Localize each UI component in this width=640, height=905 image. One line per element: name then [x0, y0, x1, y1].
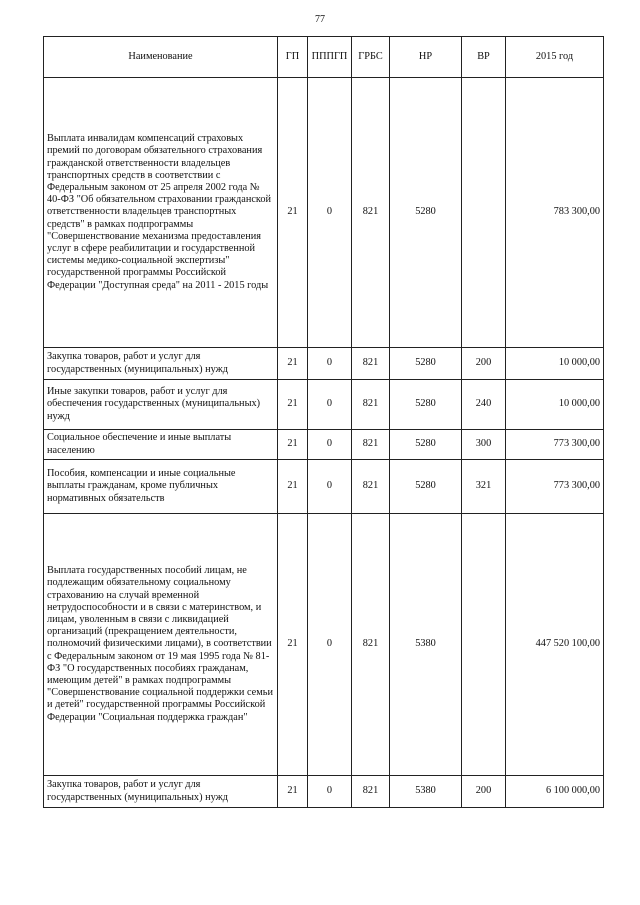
row-vr: 200	[462, 776, 506, 808]
header-nr: НР	[390, 37, 462, 78]
row-ppgp: 0	[308, 78, 352, 348]
row-ppgp: 0	[308, 348, 352, 380]
header-name: Наименование	[44, 37, 278, 78]
header-gp: ГП	[278, 37, 308, 78]
row-ppgp: 0	[308, 514, 352, 776]
row-gp: 21	[278, 514, 308, 776]
row-amount: 447 520 100,00	[506, 514, 604, 776]
row-gp: 21	[278, 348, 308, 380]
row-name: Социальное обеспечение и иные выплаты населению	[44, 430, 278, 460]
row-amount: 783 300,00	[506, 78, 604, 348]
row-amount: 10 000,00	[506, 380, 604, 430]
header-ppgp: ПППГП	[308, 37, 352, 78]
row-amount: 10 000,00	[506, 348, 604, 380]
row-nr: 5280	[390, 348, 462, 380]
row-vr: 200	[462, 348, 506, 380]
row-gp: 21	[278, 78, 308, 348]
row-grbs: 821	[352, 776, 390, 808]
page-number: 77	[315, 14, 325, 25]
table-row	[44, 78, 604, 348]
header-vr: ВР	[462, 37, 506, 78]
header-grbs: ГРБС	[352, 37, 390, 78]
row-name: Выплата инвалидам компенсаций страховых премий по договорам обязательного страхования гражданской ответственности владельцев транспортных средств в соответствии с Федеральным законом от 25 апреля 2002 года № 40-ФЗ "Об обязательном страховании гражданской ответственности владельцев транспортных средств" в рамках подпрограммы "Совершенствование механизма предоставления услуг в сфере реабилитации и государственной системы медико-социальной экспертизы" государственной программы Российской Федерации "Доступная среда" на 2011 - 2015 годы	[44, 78, 278, 348]
row-nr: 5280	[390, 380, 462, 430]
table-row	[44, 430, 604, 460]
row-grbs: 821	[352, 430, 390, 460]
row-name: Выплата государственных пособий лицам, не подлежащим обязательному социальному страхованию на случай временной нетрудоспособности и в связи с материнством, и лицам, уволенным в связи с ликвидацией организаций (прекращением деятельности, полномочий физическими лицами), в соответствии с Федеральным законом от 19 мая 1995 года № 81-ФЗ "О государственных пособиях гражданам, имеющим детей" в рамках подпрограммы "Совершенствование социальной поддержки семьи и детей" государственной программы Российской Федерации "Социальная поддержка граждан"	[44, 514, 278, 776]
row-name: Закупка товаров, работ и услуг для государственных (муниципальных) нужд	[44, 348, 278, 380]
row-grbs: 821	[352, 514, 390, 776]
row-grbs: 821	[352, 460, 390, 514]
table-row	[44, 348, 604, 380]
row-amount: 773 300,00	[506, 430, 604, 460]
row-vr	[462, 78, 506, 348]
row-amount: 773 300,00	[506, 460, 604, 514]
row-ppgp: 0	[308, 380, 352, 430]
row-grbs: 821	[352, 78, 390, 348]
row-grbs: 821	[352, 380, 390, 430]
row-gp: 21	[278, 430, 308, 460]
row-gp: 21	[278, 776, 308, 808]
row-ppgp: 0	[308, 430, 352, 460]
table-row	[44, 514, 604, 776]
header-year: 2015 год	[506, 37, 604, 78]
row-vr: 321	[462, 460, 506, 514]
table-row	[44, 776, 604, 808]
row-gp: 21	[278, 380, 308, 430]
row-nr: 5380	[390, 776, 462, 808]
table-row	[44, 460, 604, 514]
row-name: Пособия, компенсации и иные социальные выплаты гражданам, кроме публичных нормативных обязательств	[44, 460, 278, 514]
row-amount: 6 100 000,00	[506, 776, 604, 808]
row-nr: 5280	[390, 430, 462, 460]
row-vr: 300	[462, 430, 506, 460]
row-gp: 21	[278, 460, 308, 514]
table-header-row	[44, 37, 604, 78]
row-vr	[462, 514, 506, 776]
table-row	[44, 380, 604, 430]
row-vr: 240	[462, 380, 506, 430]
row-grbs: 821	[352, 348, 390, 380]
row-name: Закупка товаров, работ и услуг для государственных (муниципальных) нужд	[44, 776, 278, 808]
row-nr: 5280	[390, 78, 462, 348]
row-ppgp: 0	[308, 776, 352, 808]
budget-table	[43, 36, 604, 808]
row-nr: 5380	[390, 514, 462, 776]
row-ppgp: 0	[308, 460, 352, 514]
row-name: Иные закупки товаров, работ и услуг для обеспечения государственных (муниципальных) нужд	[44, 380, 278, 430]
row-nr: 5280	[390, 460, 462, 514]
